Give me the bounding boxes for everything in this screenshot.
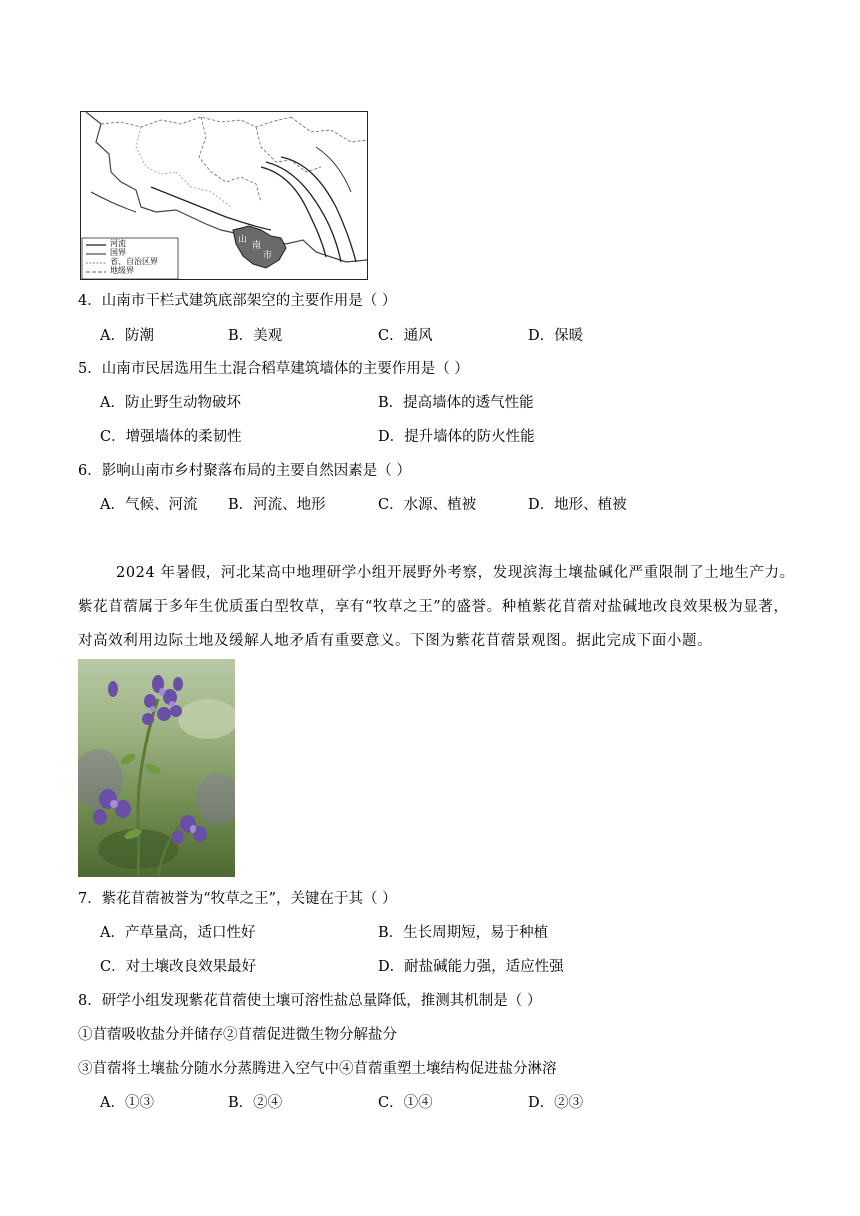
question-7-stem: 7．紫花苜蓿被誉为“牧草之王”，关键在于其（ ） [78,891,397,907]
q4-option-a: A．防潮 [100,328,154,344]
q6-option-d: D．地形、植被 [528,497,627,513]
legend-province-border: 省、自治区界 [110,257,158,266]
q4-option-d: D．保暖 [528,328,584,344]
q6-option-c: C．水源、植被 [378,497,477,513]
q6-option-b: B．河流、地形 [228,497,326,513]
q7-option-d: D．耐盐碱能力强，适应性强 [378,959,564,975]
q8-option-b: B．②④ [228,1095,283,1111]
q5-option-c: C．增强墙体的柔韧性 [100,429,242,445]
passage-text: 2024 年暑假，河北某高中地理研学小组开展野外考察，发现滨海土壤盐碱化严重限制了土地生产力。紫花苜蓿属于多年生优质蛋白型牧草，享有“牧草之王”的盛誉。种植紫花苜蓿对盐碱地改良效果极为显著，对高效利用边际土地及缓解人地矛盾有重要意义。下图为紫花苜蓿景观图。据此完成下面小题。 [78,565,795,649]
question-5-stem: 5．山南市民居选用生土混合稻草建筑墙体的主要作用是（ ） [78,361,469,377]
q7-option-a: A．产草量高，适口性好 [100,925,256,941]
q8-option-d: D．②③ [528,1095,584,1111]
alfalfa-photo [78,659,235,877]
q8-statement-line-1: ①苜蓿吸收盐分并储存②苜蓿促进微生物分解盐分 [78,1027,397,1043]
legend-river: 河流 [110,239,126,248]
q8-option-c: C．①④ [378,1095,433,1111]
region-label-mid: 南 [252,241,262,251]
legend-national-border: 国界 [110,248,126,257]
question-6-stem: 6．影响山南市乡村聚落布局的主要自然因素是（ ） [78,463,411,479]
question-4-stem: 4．山南市干栏式建筑底部架空的主要作用是（ ） [78,293,397,309]
q5-option-d: D．提升墙体的防火性能 [378,429,535,445]
q4-option-c: C．通风 [378,328,433,344]
q8-statement-line-2: ③苜蓿将土壤盐分随水分蒸腾进入空气中④苜蓿重塑土壤结构促进盐分淋溶 [78,1061,557,1077]
q7-option-b: B．生长周期短，易于种植 [378,925,549,941]
region-label-bottom: 市 [263,251,273,261]
q4-option-b: B．美观 [228,328,283,344]
shannan-map-figure [80,111,368,280]
region-label-top: 山 [238,235,248,245]
q7-option-c: C．对土壤改良效果最好 [100,959,257,975]
legend-prefecture-border: 地级界 [110,266,134,275]
question-8-stem: 8．研学小组发现紫花苜蓿使土壤可溶性盐总量降低，推测其机制是（ ） [78,993,542,1009]
alfalfa-illustration [78,659,235,877]
q5-option-a: A．防止野生动物破坏 [100,395,241,411]
q8-option-a: A．①③ [100,1095,154,1111]
q5-option-b: B．提高墙体的透气性能 [378,395,534,411]
q6-option-a: A．气候、河流 [100,497,198,513]
